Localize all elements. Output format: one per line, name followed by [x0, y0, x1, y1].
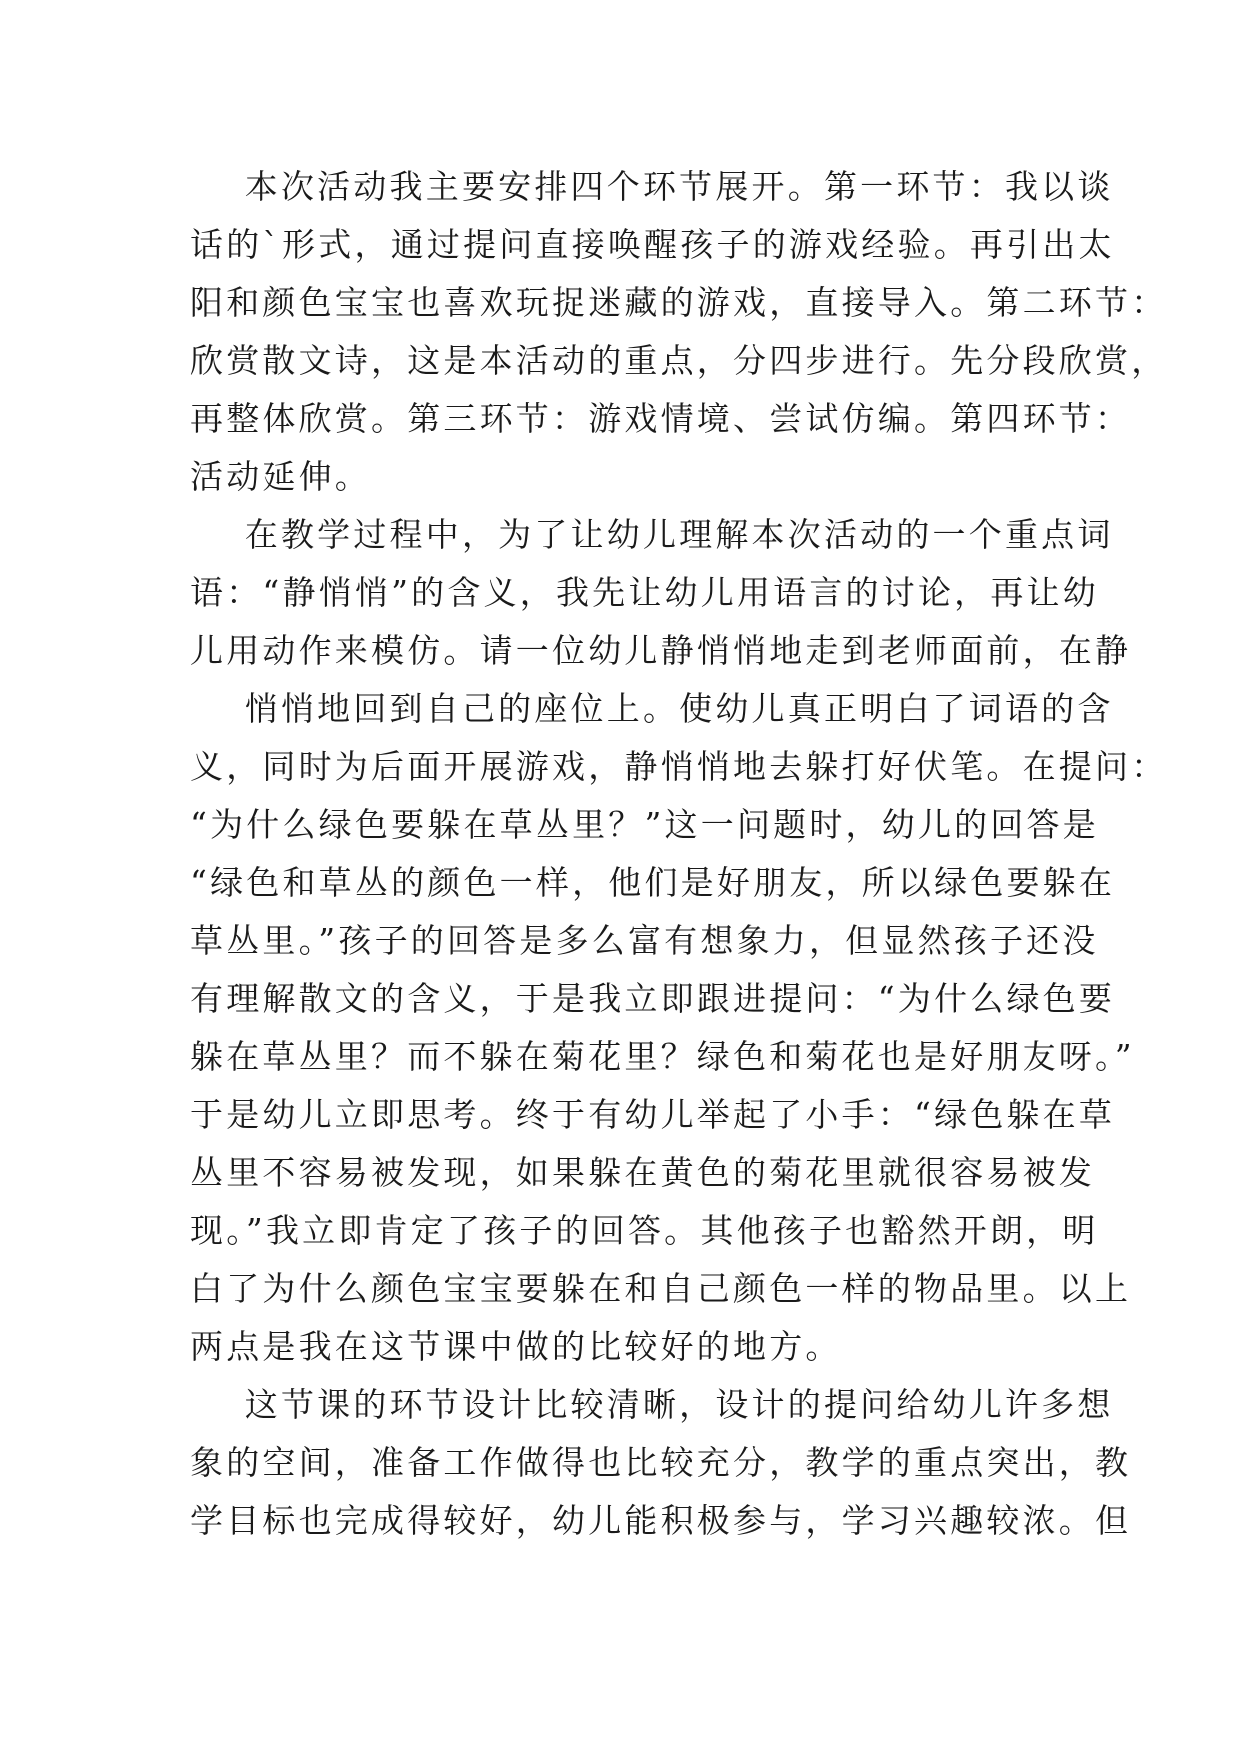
- text-line: “绿色和草丛的颜色一样，他们是好朋友，所以绿色要躲在: [190, 863, 1116, 902]
- text-line: 话的`形式，通过提问直接唤醒孩子的游戏经验。再引出太: [190, 225, 1115, 264]
- text-line: 悄悄地回到自己的座位上。使幼儿真正明白了词语的含: [190, 689, 1114, 728]
- text-line: 两点是我在这节课中做的比较好的地方。: [190, 1327, 842, 1366]
- text-line: 语：“静悄悄”的含义，我先让幼儿用语言的讨论，再让幼: [190, 573, 1099, 612]
- text-line: 白了为什么颜色宝宝要躲在和自己颜色一样的物品里。以上: [190, 1269, 1132, 1308]
- text-line: 欣赏散文诗，这是本活动的重点，分四步进行。先分段欣赏，: [190, 341, 1168, 380]
- text-line: 再整体欣赏。第三环节：游戏情境、尝试仿编。第四环节：: [190, 399, 1132, 438]
- paragraph-1: [190, 158, 1168, 506]
- text-line: “为什么绿色要躲在草丛里？”这一问题时，幼儿的回答是: [190, 805, 1099, 844]
- text-line: 现。”我立即肯定了孩子的回答。其他孩子也豁然开朗，明: [190, 1211, 1099, 1250]
- text-line: 草丛里。”孩子的回答是多么富有想象力，但显然孩子还没: [190, 921, 1099, 960]
- text-line: 儿用动作来模仿。请一位幼儿静悄悄地走到老师面前，在静: [190, 631, 1132, 670]
- paragraph-3: [190, 680, 1168, 1376]
- text-line: 躲在草丛里？而不躲在菊花里？绿色和菊花也是好朋友呀。”: [190, 1037, 1135, 1076]
- text-line: 活动延伸。: [190, 457, 371, 496]
- text-line: 在教学过程中，为了让幼儿理解本次活动的一个重点词: [190, 515, 1114, 554]
- paragraph-4: [190, 1376, 1132, 1550]
- text-line: 学目标也完成得较好，幼儿能积极参与，学习兴趣较浓。但: [190, 1501, 1132, 1540]
- text-line: 象的空间，准备工作做得也比较充分，教学的重点突出，教: [190, 1443, 1132, 1482]
- text-line: 于是幼儿立即思考。终于有幼儿举起了小手：“绿色躲在草: [190, 1095, 1116, 1134]
- text-line: 这节课的环节设计比较清晰，设计的提问给幼儿许多想: [190, 1385, 1114, 1424]
- text-line: 义，同时为后面开展游戏，静悄悄地去躲打好伏笔。在提问：: [190, 747, 1168, 786]
- text-line: 阳和颜色宝宝也喜欢玩捉迷藏的游戏，直接导入。第二环节：: [190, 283, 1168, 322]
- text-line: 有理解散文的含义，于是我立即跟进提问：“为什么绿色要: [190, 979, 1116, 1018]
- text-line: 本次活动我主要安排四个环节展开。第一环节：我以谈: [190, 167, 1114, 206]
- paragraph-2: [190, 506, 1132, 680]
- document-body: [190, 158, 1168, 1550]
- text-line: 丛里不容易被发现，如果躲在黄色的菊花里就很容易被发: [190, 1153, 1095, 1192]
